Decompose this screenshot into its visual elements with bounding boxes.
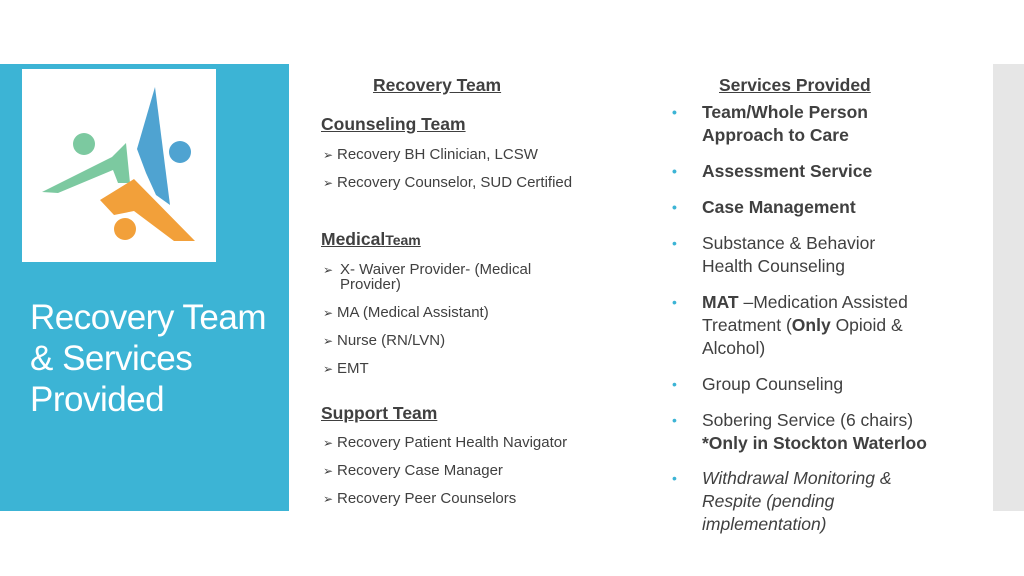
logo-blue-head <box>169 141 191 163</box>
service-item <box>672 160 972 183</box>
list-item-label: Recovery BH Clinician, LCSW <box>337 146 538 163</box>
bullet-icon: • <box>672 104 677 120</box>
service-item <box>672 373 972 396</box>
service-line: Respite (pending <box>702 491 835 511</box>
bullet-icon: • <box>672 412 677 428</box>
service-item <box>672 196 972 219</box>
service-line: Health Counseling <box>702 256 846 276</box>
recovery-team-heading: Recovery Team <box>373 75 502 95</box>
arrow-bullet-icon: ➢ <box>323 263 334 277</box>
right-gray-bar <box>993 64 1024 511</box>
list-item <box>323 147 538 163</box>
service-item <box>672 467 972 536</box>
service-line: Assessment Service <box>702 161 873 181</box>
logo-orange-body <box>100 179 195 241</box>
list-item-label: Nurse (RN/LVN) <box>337 332 446 349</box>
bullet-icon: • <box>672 470 677 486</box>
services-heading: Services Provided <box>719 75 871 95</box>
list-item <box>323 175 572 191</box>
list-item-label: Recovery Case Manager <box>337 462 503 479</box>
service-line <box>702 314 972 337</box>
bullet-icon: • <box>672 163 677 179</box>
service-line: Case Management <box>702 197 856 217</box>
people-logo-icon <box>22 69 216 262</box>
bullet-icon: • <box>672 376 677 392</box>
service-item <box>672 101 972 147</box>
service-text: Treatment ( <box>702 315 792 335</box>
service-text: Opioid & <box>830 315 903 335</box>
arrow-bullet-icon: ➢ <box>323 492 334 506</box>
title-line-1: Recovery Team <box>30 298 267 337</box>
arrow-bullet-icon: ➢ <box>323 436 334 450</box>
service-line: Team/Whole Person <box>702 102 868 122</box>
service-line <box>702 291 972 314</box>
service-line: Substance & Behavior <box>702 233 876 253</box>
logo-box <box>22 69 216 262</box>
arrow-bullet-icon: ➢ <box>323 362 334 376</box>
mat-rest: –Medication Assisted <box>738 292 908 312</box>
list-item-label: MA (Medical Assistant) <box>337 304 489 321</box>
only-bold: Only <box>791 315 831 335</box>
service-line: Withdrawal Monitoring & <box>702 468 892 488</box>
list-item-line: Provider) <box>340 276 401 293</box>
page-title <box>30 297 280 420</box>
medical-team-heading <box>321 229 421 250</box>
bullet-icon: • <box>672 199 677 215</box>
list-item-label: Recovery Peer Counselors <box>337 490 517 507</box>
list-item <box>323 491 516 507</box>
list-item <box>323 333 445 349</box>
service-item <box>672 409 972 455</box>
list-item <box>323 463 503 479</box>
bullet-icon: • <box>672 235 677 251</box>
counseling-team-heading: Counseling Team <box>321 114 466 134</box>
service-line: *Only in Stockton Waterloo <box>702 433 927 453</box>
list-item-label: Recovery Patient Health Navigator <box>337 434 568 451</box>
list-item-label: Recovery Counselor, SUD Certified <box>337 174 573 191</box>
bullet-icon: • <box>672 294 677 310</box>
list-item <box>323 262 531 292</box>
medical-team-title: Medical <box>321 229 386 249</box>
service-item <box>672 232 972 278</box>
service-item <box>672 291 972 360</box>
service-line: Group Counseling <box>702 374 844 394</box>
list-item <box>323 305 489 321</box>
arrow-bullet-icon: ➢ <box>323 176 334 190</box>
support-team-heading: Support Team <box>321 403 438 423</box>
arrow-bullet-icon: ➢ <box>323 306 334 320</box>
arrow-bullet-icon: ➢ <box>323 148 334 162</box>
title-line-3: Provided <box>30 380 165 419</box>
list-item <box>323 435 567 451</box>
logo-green-head <box>73 133 95 155</box>
list-item <box>323 361 369 377</box>
service-line: implementation) <box>702 514 827 534</box>
list-item-line: X- Waiver Provider- (Medical <box>340 261 532 278</box>
service-line: Alcohol) <box>702 338 766 358</box>
service-line: Sobering Service (6 chairs) <box>702 410 914 430</box>
logo-orange-head <box>114 218 136 240</box>
arrow-bullet-icon: ➢ <box>323 334 334 348</box>
mat-bold: MAT <box>702 292 739 312</box>
list-item-label <box>337 262 531 292</box>
title-line-2: & Services <box>30 339 193 378</box>
service-line: Approach to Care <box>702 125 849 145</box>
medical-team-suffix: Team <box>385 232 421 248</box>
arrow-bullet-icon: ➢ <box>323 464 334 478</box>
list-item-label: EMT <box>337 360 369 377</box>
